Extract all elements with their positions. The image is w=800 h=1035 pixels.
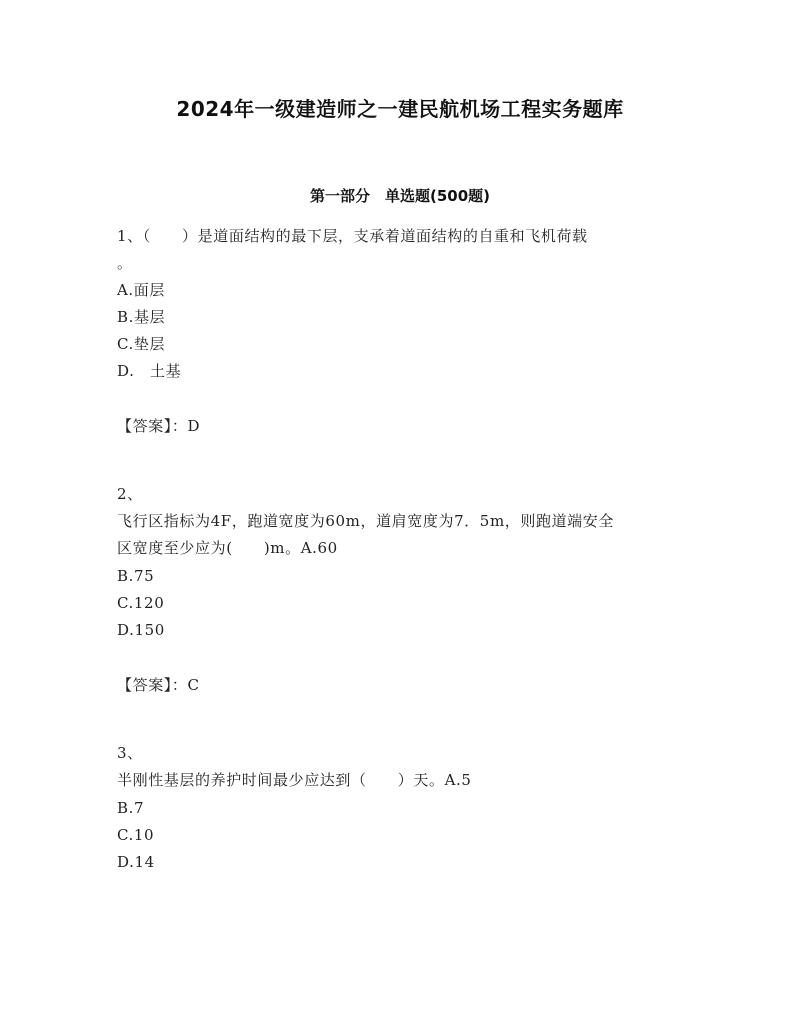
question-2-stem-line-2: 区宽度至少应为( )m。A.60 <box>117 539 338 557</box>
question-1-stem-line-2: 。 <box>117 254 133 272</box>
question-1-option-a: A.面层 <box>117 281 166 299</box>
question-3-option-c: C.10 <box>117 826 155 844</box>
question-3-option-b: B.7 <box>117 799 145 817</box>
question-2-answer: 【答案】：C <box>117 676 200 694</box>
question-2-option-d: D.150 <box>117 621 165 639</box>
question-3-stem-line-1: 半刚性基层的养护时间最少应达到（ ）天。A.5 <box>117 771 472 789</box>
question-3-option-d: D.14 <box>117 853 155 871</box>
question-2-option-b: B.75 <box>117 567 155 585</box>
question-1-option-b: B.基层 <box>117 308 166 326</box>
question-1-answer: 【答案】：D <box>117 417 201 435</box>
question-1-option-c: C.垫层 <box>117 335 166 353</box>
document-title: 2024年一级建造师之一建民航机场工程实务题库 <box>176 97 624 121</box>
question-2-number: 2、 <box>117 485 143 503</box>
question-1-stem-line-1: 1、（ ）是道面结构的最下层，支承着道面结构的自重和飞机荷载 <box>117 227 588 245</box>
section-title: 第一部分 单选题(500题) <box>309 187 491 205</box>
question-3-number: 3、 <box>117 744 143 762</box>
question-2-stem-line-1: 飞行区指标为4F，跑道宽度为60m，道肩宽度为7．5m，则跑道端安全 <box>117 512 614 530</box>
question-1-option-d: D. 土基 <box>117 362 182 380</box>
question-2-option-c: C.120 <box>117 594 165 612</box>
